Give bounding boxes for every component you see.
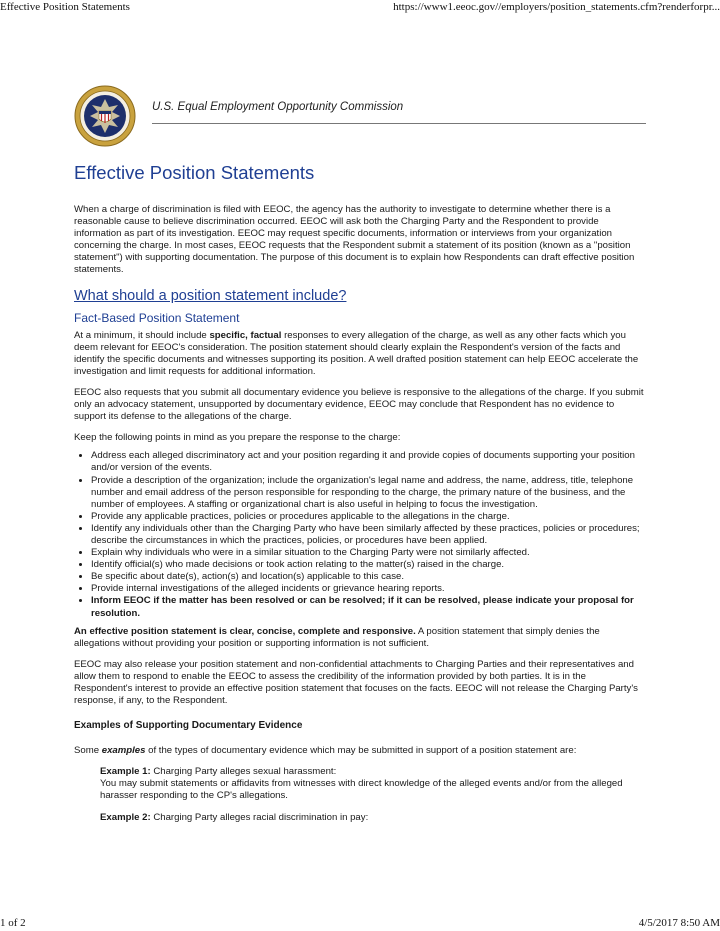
- page-number: 1 of 2: [0, 917, 26, 929]
- list-item: • Identify any individuals other than the Charging Party who have been similarly affected by these practices, policies or procedures; describe the circumstances in which the practices, policies, or procedures have been applied.: [91, 523, 646, 547]
- section-heading-position-statement: What should a position statement include?: [74, 287, 347, 304]
- paragraph-effective-statement: An effective position statement is clear, concise, complete and responsive. A position statement that simply denies the allegations without providing your position or supporting information is not sufficient.: [74, 625, 600, 649]
- list-item: • Be specific about date(s), action(s) and location(s) applicable to this case.: [91, 571, 646, 583]
- header-divider: [152, 123, 646, 124]
- agency-name: U.S. Equal Employment Opportunity Commission: [152, 101, 404, 113]
- example-1: Example 1: Charging Party alleges sexual harassment: You may submit statements or affidavits from witnesses with direct knowledge of the alleged events and/or from the alleged harasser responding to the CP's allegations.: [100, 766, 623, 802]
- document-body: [74, 204, 646, 833]
- paragraph-minimum-content: At a minimum, it should include specific, factual responses to every allegation of the charge, as well as any other facts which you deem relevant for EEOC's consideration. The position statement should clearly explain the Respondent's version of the facts and identify the specific documents and witnesses supporting its position. A well drafted position statement can help EEOC accelerate the investigation and limit requests for additional information.: [74, 329, 639, 377]
- list-item: • Provide a description of the organization; include the organization's legal name and address, the name, address, title, telephone number and email address of the person responsible for responding to the charge, the primary nature of the business, and the number of employees. A staffing or organizational chart is also useful in helping to focus the investigation.: [91, 475, 646, 511]
- paragraph-documentary-evidence: EEOC also requests that you submit all documentary evidence you believe is responsive to the allegations of the charge. If you submit only an advocacy statement, unsupported by documentary evidence, EEOC may conclude that Respondent has no evidence to support its defense to the allegations of the charge.: [74, 386, 644, 423]
- list-item: • Provide any applicable practices, policies or procedures applicable to the allegations in the charge.: [91, 511, 646, 523]
- list-item: • Address each alleged discriminatory act and your position regarding it and provide copies of documents supporting your position and/or version of the events.: [91, 450, 646, 474]
- subheading-fact-based: Fact-Based Position Statement: [74, 310, 240, 325]
- list-item: • Explain why individuals who were in a similar situation to the Charging Party were not similarly affected.: [91, 547, 646, 559]
- print-datetime: 4/5/2017 8:50 AM: [638, 917, 720, 929]
- paragraph-release: EEOC may also release your position statement and non-confidential attachments to Charging Parties and their representatives and allow them to respond to enable the EEOC to assess the credibility of the information provided by both parties. It is in the Respondent's interest to provide an effective position statement that focuses on the facts. EEOC will not release the Charging Party's response, if any, to the Respondent.: [74, 658, 638, 707]
- intro-paragraph: When a charge of discrimination is filed with EEOC, the agency has the authority to investigate to determine whether there is a reasonable cause to believe discrimination occurred. EEOC will ask both the Charging Party and the Respondent to provide information as part of its investigation. EEOC may request specific documents, information or interviews from your organization concerning the charge. In most cases, EEOC requests that the Respondent submit a statement of its position (known as a "position statement") with supporting documentation. The purpose of this document is to explain how Respondents can draft effective position statements.: [74, 204, 635, 276]
- list-item: • Identify official(s) who made decisions or took action relating to the matter(s) raised in the charge.: [91, 559, 646, 571]
- eeoc-seal-icon: [74, 85, 136, 147]
- section-heading-examples: Examples of Supporting Documentary Evidence: [74, 720, 303, 732]
- list-item: • Provide internal investigations of the alleged incidents or grievance hearing reports.: [91, 583, 646, 595]
- print-header-url: https://www1.eeoc.gov//employers/position_statements.cfm?renderforpr...: [393, 1, 720, 13]
- points-list: [74, 450, 646, 619]
- print-header-title: Effective Position Statements: [0, 1, 130, 13]
- page-title: Effective Position Statements: [74, 162, 315, 183]
- paragraph-examples-intro: Some examples of the types of documentary evidence which may be submitted in support of a position statement are:: [74, 745, 577, 757]
- list-item: • Inform EEOC if the matter has been resolved or can be resolved; if it can be resolved, please indicate your proposal for resolution.: [91, 595, 646, 619]
- example-2: Example 2: Charging Party alleges racial discrimination in pay:: [100, 811, 369, 823]
- paragraph-keep-in-mind: Keep the following points in mind as you prepare the response to the charge:: [74, 432, 401, 444]
